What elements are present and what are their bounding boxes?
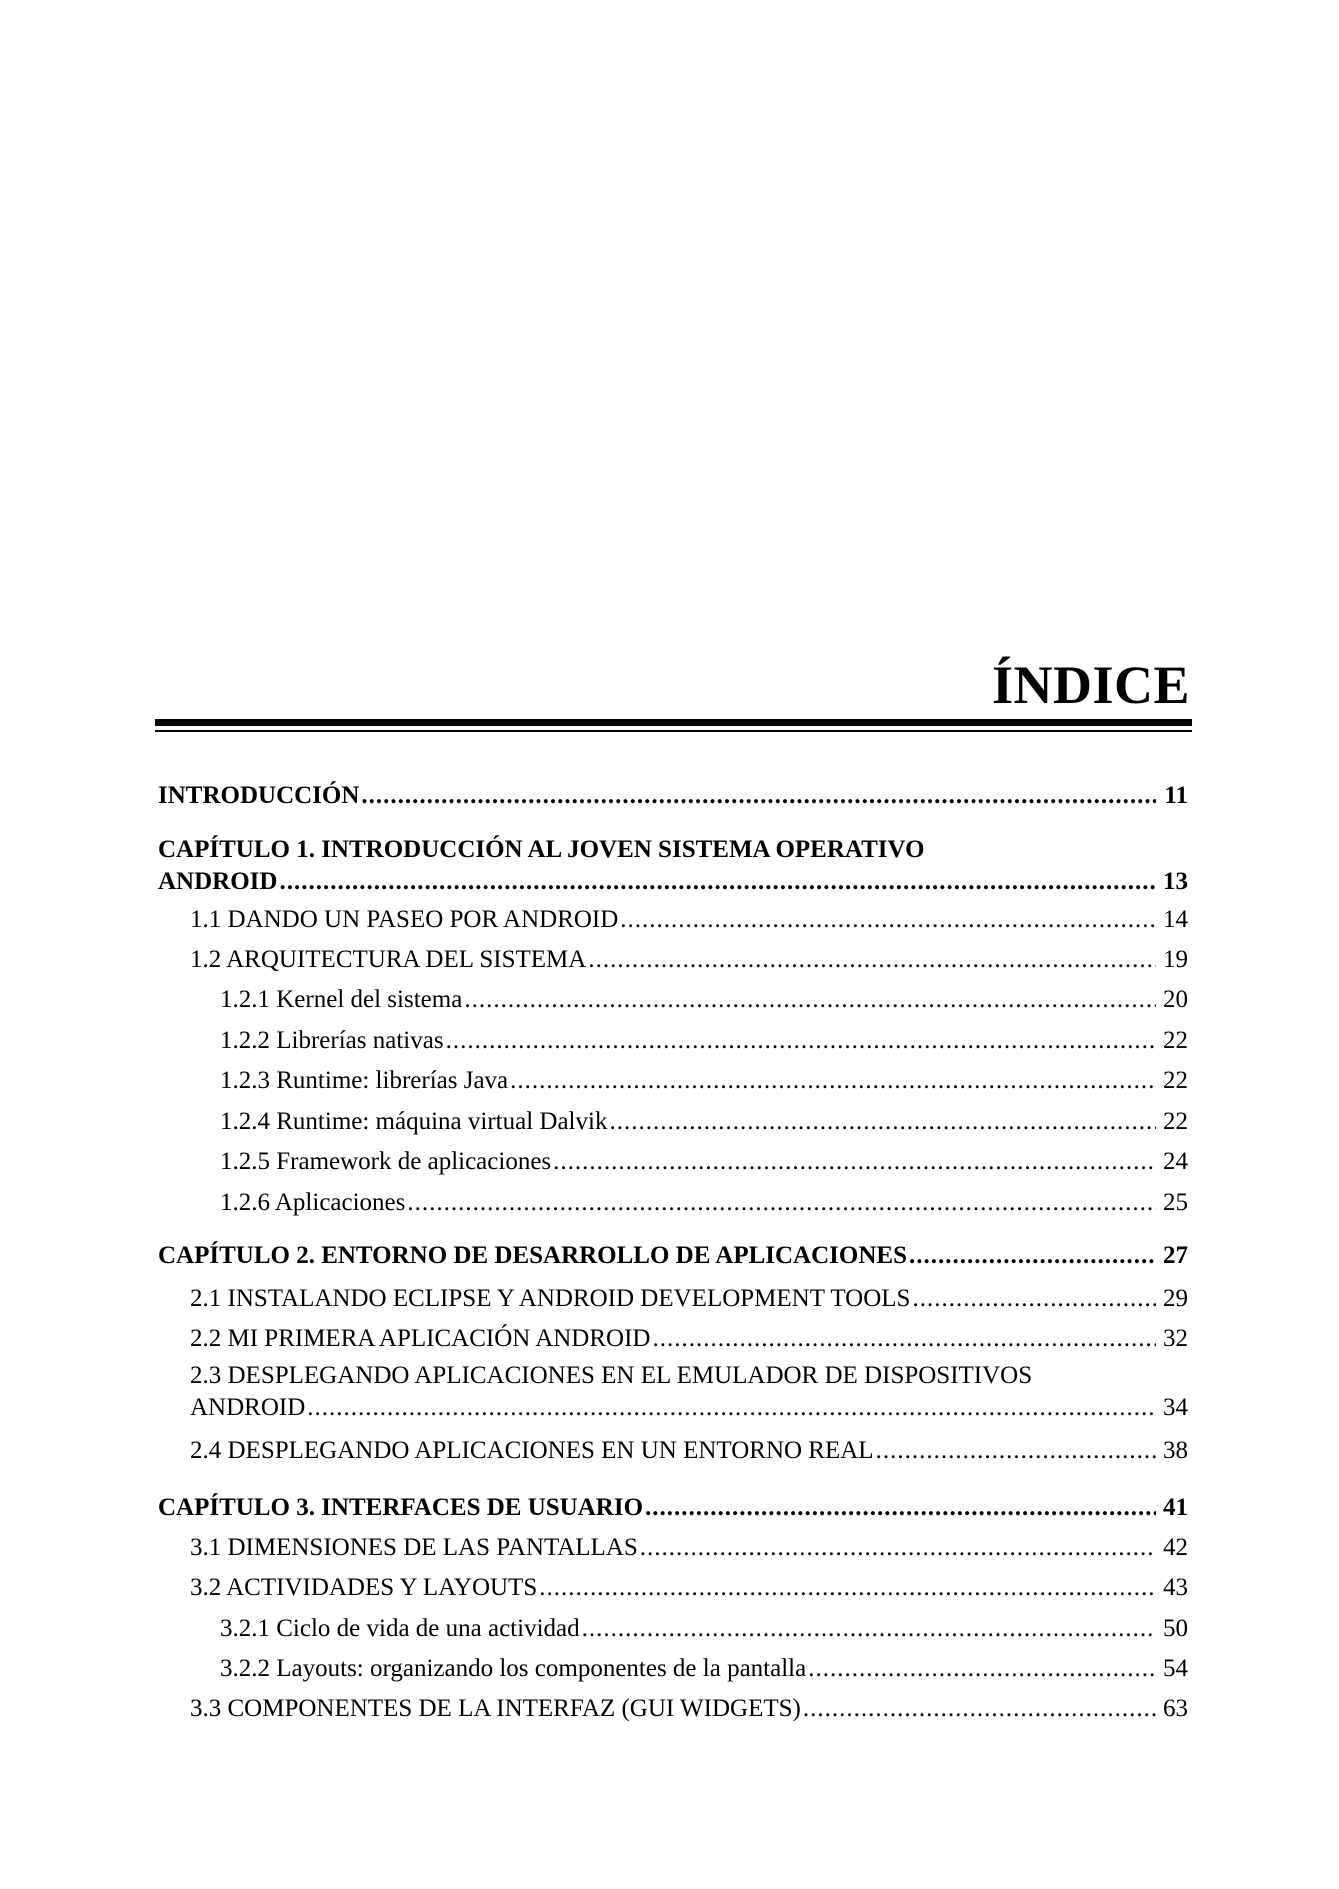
toc-leader-dots	[307, 1392, 1156, 1424]
toc-entry-label: CAPÍTULO 3. INTERFACES DE USUARIO	[158, 1494, 644, 1521]
toc-entry[interactable]	[158, 904, 1188, 936]
toc-leader-dots	[582, 1613, 1156, 1645]
toc-leader-dots	[876, 1435, 1156, 1467]
toc-entry-page: 32	[1163, 1325, 1188, 1352]
toc-entry-page: 13	[1163, 868, 1188, 895]
toc-leader-dots	[539, 1572, 1156, 1604]
page-title: ÍNDICE	[991, 655, 1190, 715]
toc-entry-label: 1.2.2 Librerías nativas	[220, 1027, 444, 1054]
toc-entry-label: 3.2 ACTIVIDADES Y LAYOUTS	[190, 1574, 538, 1601]
toc-entry[interactable]	[158, 1065, 1188, 1097]
toc-leader-dots	[464, 984, 1156, 1016]
toc-leader-dots	[640, 1532, 1156, 1564]
toc-entry-page: 22	[1163, 1108, 1188, 1135]
toc-leader-dots	[620, 904, 1156, 936]
toc-entry[interactable]	[158, 1613, 1188, 1645]
toc-entry-page: 14	[1163, 906, 1188, 933]
toc-entry-label: ANDROID	[158, 868, 278, 895]
toc-entry-label: 1.2.6 Aplicaciones	[220, 1189, 406, 1216]
toc-entry-label: 3.2.1 Ciclo de vida de una actividad	[220, 1615, 580, 1642]
toc-entry-label: 1.1 DANDO UN PASEO POR ANDROID	[190, 906, 619, 933]
toc-entry-label: CAPÍTULO 2. ENTORNO DE DESARROLLO DE APLICACIONES	[158, 1242, 907, 1269]
toc-entry-page: 43	[1163, 1574, 1188, 1601]
toc-entry-page: 20	[1163, 986, 1188, 1013]
toc-leader-dots	[909, 1240, 1156, 1272]
toc-entry-label: 1.2.5 Framework de aplicaciones	[220, 1148, 552, 1175]
toc-leader-dots	[361, 780, 1156, 812]
toc-entry[interactable]	[158, 1653, 1188, 1685]
toc-leader-dots	[912, 1283, 1156, 1315]
toc-entry-label: 1.2 ARQUITECTURA DEL SISTEMA	[190, 946, 587, 973]
toc-entry[interactable]	[158, 1025, 1188, 1057]
toc-entry-page: 22	[1163, 1027, 1188, 1054]
toc-entry-label: 2.1 INSTALANDO ECLIPSE Y ANDROID DEVELOPMENT TOOLS	[190, 1285, 911, 1312]
toc-entry-label-line1: 2.3 DESPLEGANDO APLICACIONES EN EL EMULADOR DE DISPOSITIVOS	[190, 1362, 1033, 1389]
toc-leader-dots	[279, 866, 1156, 898]
toc-entry[interactable]	[158, 1146, 1188, 1178]
toc-entry-page: 25	[1163, 1189, 1188, 1216]
toc-leader-dots	[446, 1025, 1156, 1057]
toc-entry-page: 19	[1163, 946, 1188, 973]
toc-entry-label-line1: CAPÍTULO 1. INTRODUCCIÓN AL JOVEN SISTEMA OPERATIVO	[158, 836, 925, 863]
toc-entry[interactable]	[158, 1240, 1188, 1272]
toc-entry[interactable]	[158, 1532, 1188, 1564]
toc-entry[interactable]	[158, 1572, 1188, 1604]
toc-entry[interactable]	[158, 1283, 1188, 1315]
toc-entry-label: 1.2.3 Runtime: librerías Java	[220, 1067, 509, 1094]
toc-entry-page: 34	[1163, 1394, 1188, 1421]
toc-entry-label: 3.2.2 Layouts: organizando los componentes de la pantalla	[220, 1655, 807, 1682]
toc-entry-page: 11	[1164, 782, 1188, 809]
toc-leader-dots	[510, 1065, 1156, 1097]
toc-entry[interactable]	[158, 834, 1188, 898]
title-rule-thick	[155, 719, 1192, 726]
toc-entry[interactable]	[158, 1492, 1188, 1524]
toc-leader-dots	[808, 1653, 1156, 1685]
toc-entry-page: 63	[1163, 1695, 1188, 1722]
toc-entry-page: 38	[1163, 1437, 1188, 1464]
toc-leader-dots	[803, 1693, 1156, 1725]
toc-entry-page: 29	[1163, 1285, 1188, 1312]
toc-entry[interactable]	[158, 944, 1188, 976]
toc-entry[interactable]	[158, 780, 1188, 812]
toc-entry-page: 42	[1163, 1534, 1188, 1561]
toc-entry[interactable]	[158, 1323, 1188, 1355]
toc-entry-page: 54	[1163, 1655, 1188, 1682]
toc-entry[interactable]	[158, 1187, 1188, 1219]
title-rule-thin	[155, 730, 1192, 732]
toc-leader-dots	[553, 1146, 1156, 1178]
toc-entry[interactable]	[158, 1435, 1188, 1467]
toc-entry-label: 2.4 DESPLEGANDO APLICACIONES EN UN ENTORNO REAL	[190, 1437, 874, 1464]
toc-entry-label: 3.3 COMPONENTES DE LA INTERFAZ (GUI WIDGETS)	[190, 1695, 801, 1722]
toc-entry[interactable]	[158, 984, 1188, 1016]
toc-entry-label: 2.2 MI PRIMERA APLICACIÓN ANDROID	[190, 1325, 651, 1352]
toc-entry[interactable]	[158, 1106, 1188, 1138]
toc-entry[interactable]	[158, 1360, 1188, 1424]
toc-entry-label: 3.1 DIMENSIONES DE LAS PANTALLAS	[190, 1534, 638, 1561]
toc-entry-page: 24	[1163, 1148, 1188, 1175]
toc-entry-label: 1.2.4 Runtime: máquina virtual Dalvik	[220, 1108, 608, 1135]
toc-leader-dots	[609, 1106, 1156, 1138]
toc-leader-dots	[652, 1323, 1156, 1355]
toc-entry-label: ANDROID	[190, 1394, 306, 1421]
toc-leader-dots	[645, 1492, 1156, 1524]
toc-entry-label: 1.2.1 Kernel del sistema	[220, 986, 463, 1013]
toc-entry-page: 41	[1163, 1494, 1188, 1521]
toc-entry-page: 22	[1163, 1067, 1188, 1094]
toc-entry[interactable]	[158, 1693, 1188, 1725]
toc-leader-dots	[407, 1187, 1156, 1219]
toc-entry-page: 27	[1163, 1242, 1188, 1269]
toc-leader-dots	[588, 944, 1156, 976]
toc-entry-label: INTRODUCCIÓN	[158, 782, 360, 809]
toc-entry-page: 50	[1163, 1615, 1188, 1642]
